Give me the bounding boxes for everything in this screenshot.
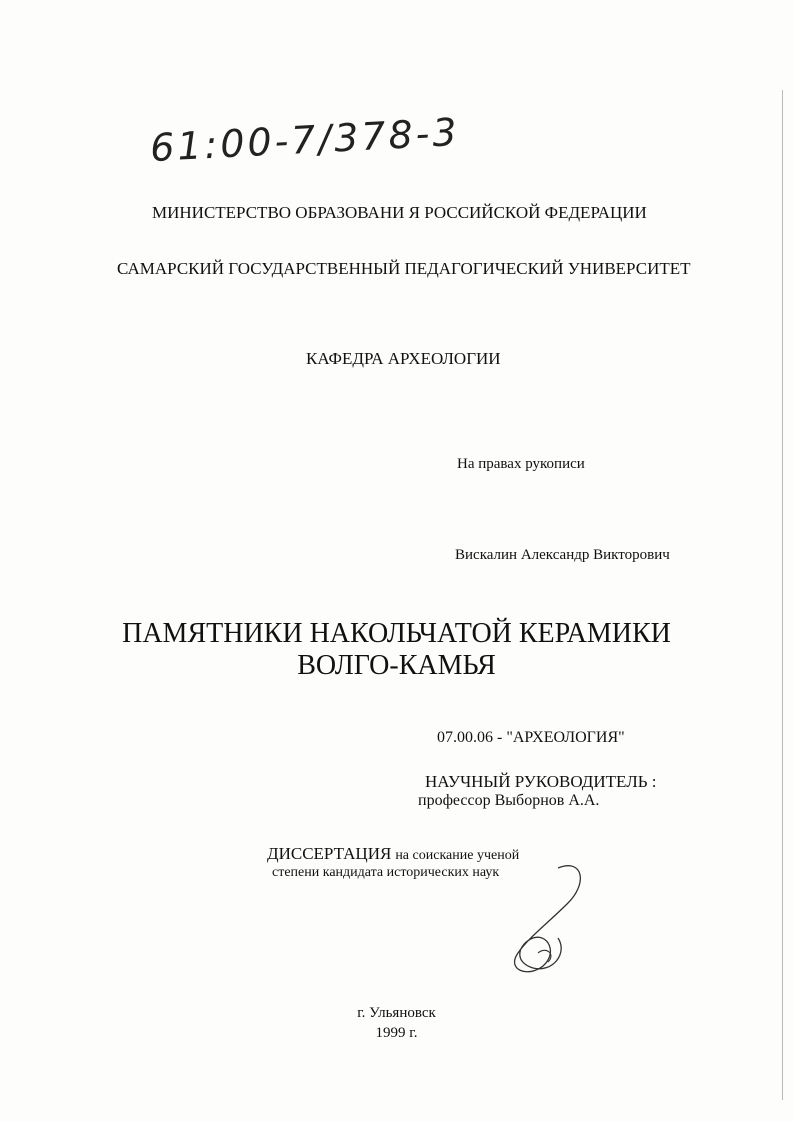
handwritten-archive-code: 61:00-7/378-3 (149, 109, 461, 171)
year: 1999 г. (375, 1025, 418, 1041)
specialty-code: 07.00.06 - "АРХЕОЛОГИЯ" (437, 729, 625, 746)
dissertation-word: ДИССЕРТАЦИЯ (267, 844, 392, 863)
dissertation-title-line1: ПАМЯТНИКИ НАКОЛЬЧАТОЙ КЕРАМИКИ (122, 618, 671, 649)
dissertation-purpose: на соискание ученой (395, 848, 520, 863)
manuscript-rights-note: На правах рукописи (457, 456, 585, 472)
ministry-heading: МИНИСТЕРСТВО ОБРАЗОВАНИ Я РОССИЙСКОЙ ФЕДЕРАЦИИ (152, 203, 647, 222)
supervisor-label: НАУЧНЫЙ РУКОВОДИТЕЛЬ : (425, 772, 657, 791)
city: г. Ульяновск (357, 1005, 436, 1021)
dissertation-line (267, 844, 519, 864)
department-heading: КАФЕДРА АРХЕОЛОГИИ (306, 349, 501, 368)
degree-line: степени кандидата исторических наук (272, 865, 500, 880)
supervisor-name: профессор Выборнов А.А. (418, 792, 600, 809)
author-name: Вискалин Александр Викторович (455, 547, 670, 563)
dissertation-title-line2: ВОЛГО-КАМЬЯ (297, 650, 496, 681)
university-heading: САМАРСКИЙ ГОСУДАРСТВЕННЫЙ ПЕДАГОГИЧЕСКИЙ УНИВЕРСИТЕТ (117, 259, 691, 278)
page-edge-line (782, 90, 783, 1100)
handwritten-signature (488, 858, 598, 976)
